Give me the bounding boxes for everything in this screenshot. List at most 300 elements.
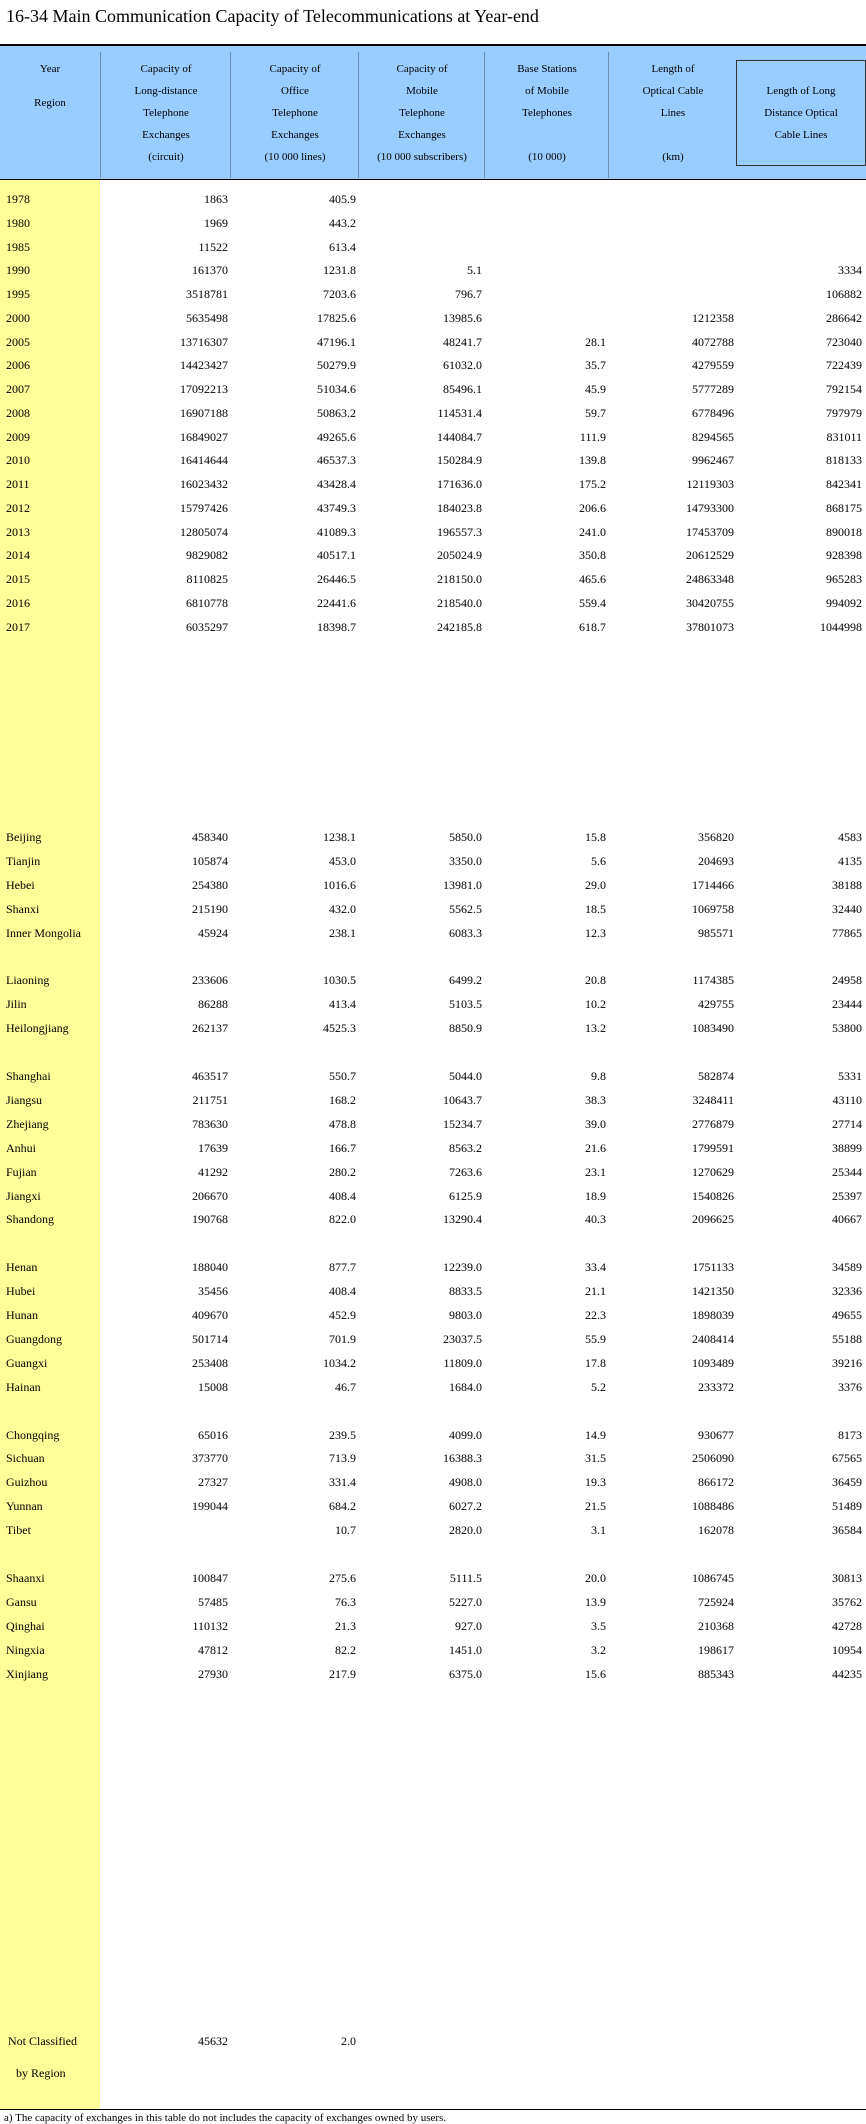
cell-value: 9962467 (692, 453, 734, 467)
cell-value: 722439 (826, 358, 862, 372)
cell-value: 190768 (192, 1212, 228, 1226)
cell-value: 17453709 (686, 525, 734, 539)
cell-value: 22.3 (585, 1308, 606, 1322)
row-label: Guangxi (6, 1356, 48, 1370)
table-row (0, 1013, 866, 1045)
cell-value: 5111.5 (449, 1571, 482, 1585)
row-label: Hebei (6, 878, 35, 892)
row-label: Jiangxi (6, 1189, 41, 1203)
cell-value: 842341 (826, 477, 862, 491)
table-row (0, 1372, 866, 1404)
cell-value: 10954 (832, 1643, 862, 1657)
cell-value: 2506090 (692, 1451, 734, 1465)
row-label: Heilongjiang (6, 1021, 69, 1035)
cell-value: 8850.9 (449, 1021, 482, 1035)
header-col-long-distance: Capacity of Long-distance Telephone Exchanges (circuit) (100, 52, 231, 178)
cell-value: 27930 (198, 1667, 228, 1681)
cell-value: 618.7 (579, 620, 606, 634)
cell-value: 25344 (832, 1165, 862, 1179)
cell-value: 46537.3 (317, 453, 356, 467)
cell-value: 47196.1 (317, 335, 356, 349)
cell-value: 5562.5 (449, 902, 482, 916)
cell-value: 5044.0 (449, 1069, 482, 1083)
cell-value: 478.8 (329, 1117, 356, 1131)
cell-value: 286642 (826, 311, 862, 325)
cell-value: 8110825 (186, 572, 228, 586)
cell-value: 1034.2 (323, 1356, 356, 1370)
cell-value: 49265.6 (317, 430, 356, 444)
cell-value: 13.9 (585, 1595, 606, 1609)
cell-value: 27327 (198, 1475, 228, 1489)
cell-value: 16849027 (180, 430, 228, 444)
cell-value: 38188 (832, 878, 862, 892)
table-header (0, 46, 866, 179)
cell-value: 6810778 (186, 596, 228, 610)
cell-value: 1093489 (692, 1356, 734, 1370)
cell-value: 1086745 (692, 1571, 734, 1585)
cell-value: 241.0 (579, 525, 606, 539)
row-label: 1980 (6, 216, 30, 230)
header-col-base-stations: Base Stations of Mobile Telephones (10 000) (484, 52, 609, 178)
header-col-office: Capacity of Office Telephone Exchanges (10 000 lines) (230, 52, 359, 178)
cell-value: 32440 (832, 902, 862, 916)
cell-value: 12.3 (585, 926, 606, 940)
cell-value: 27714 (832, 1117, 862, 1131)
cell-value: 3.5 (591, 1619, 606, 1633)
cell-value: 114531.4 (437, 406, 482, 420)
table-row (0, 1659, 866, 1691)
row-label: 2016 (6, 596, 30, 610)
cell-value: 1212358 (692, 311, 734, 325)
cell-value: 6035297 (186, 620, 228, 634)
cell-value: 1030.5 (323, 973, 356, 987)
cell-value: 443.2 (329, 216, 356, 230)
cell-value: 46.7 (335, 1380, 356, 1394)
cell-value: 35762 (832, 1595, 862, 1609)
cell-value: 5.1 (467, 263, 482, 277)
cell-value: 26446.5 (317, 572, 356, 586)
row-label: Anhui (6, 1141, 36, 1155)
cell-value: 5635498 (186, 311, 228, 325)
cell-value: 2096625 (692, 1212, 734, 1226)
cell-value: 5850.0 (449, 830, 482, 844)
cell-value: 5331 (838, 1069, 862, 1083)
cell-value: 211751 (192, 1093, 228, 1107)
cell-value: 713.9 (329, 1451, 356, 1465)
cell-value: 797979 (826, 406, 862, 420)
cell-value: 8563.2 (449, 1141, 482, 1155)
cell-value: 45924 (198, 926, 228, 940)
cell-value: 13981.0 (443, 878, 482, 892)
cell-value: 16414644 (180, 453, 228, 467)
cell-value: 86288 (198, 997, 228, 1011)
cell-value: 12119303 (686, 477, 734, 491)
header-region: Region (34, 97, 66, 109)
cell-value: 2820.0 (449, 1523, 482, 1537)
row-label: Liaoning (6, 973, 50, 987)
cell-value: 6778496 (692, 406, 734, 420)
header-year: Year (39, 63, 61, 75)
cell-value: 39216 (832, 1356, 862, 1370)
header-col-optical-cable: Length of Optical Cable Lines (km) (608, 52, 737, 178)
row-label: 1995 (6, 287, 30, 301)
cell-value: 822.0 (329, 1212, 356, 1226)
cell-value: 18.5 (585, 902, 606, 916)
row-label: 2015 (6, 572, 30, 586)
cell-value: 205024.9 (437, 548, 482, 562)
cell-value: 5227.0 (449, 1595, 482, 1609)
cell-value: 8833.5 (449, 1284, 482, 1298)
cell-value: 1684.0 (449, 1380, 482, 1394)
header-rule (0, 179, 866, 180)
cell-value: 6375.0 (449, 1667, 482, 1681)
cell-value: 47812 (198, 1643, 228, 1657)
cell-value: 13716307 (180, 335, 228, 349)
cell-value: 30420755 (686, 596, 734, 610)
cell-value: 253408 (192, 1356, 228, 1370)
cell-value: 3248411 (692, 1093, 734, 1107)
cell-value: 885343 (698, 1667, 734, 1681)
cell-value: 20.8 (585, 973, 606, 987)
cell-value: 280.2 (329, 1165, 356, 1179)
cell-value: 3.1 (591, 1523, 606, 1537)
cell-value: 927.0 (455, 1619, 482, 1633)
page-title: 16-34 Main Communication Capacity of Telecommunications at Year-end (6, 6, 539, 26)
cell-value: 965283 (826, 572, 862, 586)
cell-value: 458340 (192, 830, 228, 844)
row-label: Beijing (6, 830, 42, 844)
cell-value: 1863 (204, 192, 228, 206)
cell-value: 21.5 (585, 1499, 606, 1513)
cell-value: 8173 (838, 1428, 862, 1442)
cell-value: 9829082 (186, 548, 228, 562)
cell-value: 10.7 (335, 1523, 356, 1537)
row-label: Jilin (6, 997, 27, 1011)
cell-value: 6083.3 (449, 926, 482, 940)
cell-value: 238.1 (329, 926, 356, 940)
cell-value: 51034.6 (317, 382, 356, 396)
cell-value: 188040 (192, 1260, 228, 1274)
cell-value: 16388.3 (443, 1451, 482, 1465)
cell-value: 21.6 (585, 1141, 606, 1155)
cell-value: 45.9 (585, 382, 606, 396)
cell-value: 2408414 (692, 1332, 734, 1346)
row-label: 2013 (6, 525, 30, 539)
cell-value: 34589 (832, 1260, 862, 1274)
cell-value: 40667 (832, 1212, 862, 1226)
cell-value: 796.7 (455, 287, 482, 301)
row-label: Henan (6, 1260, 38, 1274)
row-label: 2014 (6, 548, 30, 562)
cell-value: 11522 (198, 240, 228, 254)
cell-value: 20.0 (585, 1571, 606, 1585)
cell-value: 9803.0 (449, 1308, 482, 1322)
cell-value: 61032.0 (443, 358, 482, 372)
cell-value: 15.8 (585, 830, 606, 844)
cell-value: 1083490 (692, 1021, 734, 1035)
row-label: 2000 (6, 311, 30, 325)
cell-value: 43749.3 (317, 501, 356, 515)
cell-value: 17.8 (585, 1356, 606, 1370)
row-label: Yunnan (6, 1499, 43, 1513)
cell-value: 43428.4 (317, 477, 356, 491)
cell-value: 1898039 (692, 1308, 734, 1322)
cell-value: 12805074 (180, 525, 228, 539)
cell-value: 49655 (832, 1308, 862, 1322)
cell-value: 868175 (826, 501, 862, 515)
cell-value: 4072788 (692, 335, 734, 349)
cell-value: 36584 (832, 1523, 862, 1537)
cell-value: 41292 (198, 1165, 228, 1179)
cell-value: 3518781 (186, 287, 228, 301)
cell-value: 1069758 (692, 902, 734, 916)
cell-value: 408.4 (329, 1284, 356, 1298)
cell-value: 77865 (832, 926, 862, 940)
cell-value: 206.6 (579, 501, 606, 515)
footnote: a) The capacity of exchanges in this table do not includes the capacity of exchanges owned by users. (4, 2112, 447, 2124)
cell-value: 198617 (698, 1643, 734, 1657)
cell-value: 25397 (832, 1189, 862, 1203)
not-classified-row (0, 2030, 866, 2110)
cell-value: 550.7 (329, 1069, 356, 1083)
row-label: 1985 (6, 240, 30, 254)
cell-value: 1451.0 (449, 1643, 482, 1657)
cell-value: 2776879 (692, 1117, 734, 1131)
cell-value: 50863.2 (317, 406, 356, 420)
cell-value: 463517 (192, 1069, 228, 1083)
cell-value: 930677 (698, 1428, 734, 1442)
cell-value: 723040 (826, 335, 862, 349)
cell-value: 1174385 (692, 973, 734, 987)
row-label: 2011 (6, 477, 30, 491)
cell-value: 204693 (698, 854, 734, 868)
cell-value: 4525.3 (323, 1021, 356, 1035)
cell-value: 23.1 (585, 1165, 606, 1179)
cell-value: 3350.0 (449, 854, 482, 868)
cell-value: 14.9 (585, 1428, 606, 1442)
cell-value: 6125.9 (449, 1189, 482, 1203)
cell-value: 21.3 (335, 1619, 356, 1633)
cell-value: 39.0 (585, 1117, 606, 1131)
cell-value: 42728 (832, 1619, 862, 1633)
cell-value: 866172 (698, 1475, 734, 1489)
cell-value: 1969 (204, 216, 228, 230)
cell-value: 23037.5 (443, 1332, 482, 1346)
cell-value: 21.1 (585, 1284, 606, 1298)
cell-value: 36459 (832, 1475, 862, 1489)
row-label: 1990 (6, 263, 30, 277)
cell-value: 38.3 (585, 1093, 606, 1107)
cell-value: 725924 (698, 1595, 734, 1609)
cell-value: 14793300 (686, 501, 734, 515)
cell-value: 150284.9 (437, 453, 482, 467)
cell-value: 24958 (832, 973, 862, 987)
row-label: 2008 (6, 406, 30, 420)
cell-value: 4099.0 (449, 1428, 482, 1442)
row-label: 1978 (6, 192, 30, 206)
cell-value: 35.7 (585, 358, 606, 372)
cell-value: 275.6 (329, 1571, 356, 1585)
cell-value: 19.3 (585, 1475, 606, 1489)
cell-value: 106882 (826, 287, 862, 301)
table-row (0, 1204, 866, 1236)
row-label: Tibet (6, 1523, 31, 1537)
cell-value: 5.2 (591, 1380, 606, 1394)
cell-value: 1088486 (692, 1499, 734, 1513)
cell-value: 105874 (192, 854, 228, 868)
cell-value: 110132 (192, 1619, 228, 1633)
cell-value: 465.6 (579, 572, 606, 586)
row-label: Inner Mongolia (6, 926, 81, 940)
cell-value: 792154 (826, 382, 862, 396)
cell-value: 1238.1 (323, 830, 356, 844)
cell-value: 432.0 (329, 902, 356, 916)
cell-value: 350.8 (579, 548, 606, 562)
table-row (0, 1515, 866, 1547)
cell-value: 1751133 (692, 1260, 734, 1274)
cell-value: 1799591 (692, 1141, 734, 1155)
cell-value: 168.2 (329, 1093, 356, 1107)
row-label: Tianjin (6, 854, 41, 868)
cell-value: 210368 (698, 1619, 734, 1633)
cell-value: 57485 (198, 1595, 228, 1609)
cell-value: 1016.6 (323, 878, 356, 892)
cell-value: 4583 (838, 830, 862, 844)
cell-value: 67565 (832, 1451, 862, 1465)
cell-value: 12239.0 (443, 1260, 482, 1274)
cell-value: 51489 (832, 1499, 862, 1513)
cell-value: 6027.2 (449, 1499, 482, 1513)
cell-value: 76.3 (335, 1595, 356, 1609)
row-label: Zhejiang (6, 1117, 49, 1131)
row-label: Xinjiang (6, 1667, 48, 1681)
cell-value: 262137 (192, 1021, 228, 1035)
cell-value: 928398 (826, 548, 862, 562)
cell-value: 373770 (192, 1451, 228, 1465)
cell-value: 48241.7 (443, 335, 482, 349)
cell-value: 55.9 (585, 1332, 606, 1346)
cell-value: 13290.4 (443, 1212, 482, 1226)
cell-value: 15.6 (585, 1667, 606, 1681)
cell-value: 38899 (832, 1141, 862, 1155)
cell-value: 233606 (192, 973, 228, 987)
cell-value: 1044998 (820, 620, 862, 634)
cell-value: 4135 (838, 854, 862, 868)
header-col-long-distance-optical: Length of Long Distance Optical Cable Lines (736, 60, 866, 166)
bottom-rule (0, 2109, 866, 2110)
row-label: Qinghai (6, 1619, 45, 1633)
cell-value: 890018 (826, 525, 862, 539)
cell-value: 23444 (832, 997, 862, 1011)
row-label: Chongqing (6, 1428, 60, 1442)
cell-value: 20612529 (686, 548, 734, 562)
row-label: 2017 (6, 620, 30, 634)
row-label: Fujian (6, 1165, 37, 1179)
cell-value: 59.7 (585, 406, 606, 420)
cell-value: 254380 (192, 878, 228, 892)
cell-value: 242185.8 (437, 620, 482, 634)
row-label: Shanghai (6, 1069, 51, 1083)
cell-value: 175.2 (579, 477, 606, 491)
cell-value: 43110 (832, 1093, 862, 1107)
table-row (0, 612, 866, 644)
cell-value: 184023.8 (437, 501, 482, 515)
row-label: Shandong (6, 1212, 54, 1226)
cell-value: 14423427 (180, 358, 228, 372)
cell-value: 1270629 (692, 1165, 734, 1179)
cell-value: 85496.1 (443, 382, 482, 396)
cell-value: 831011 (826, 430, 862, 444)
cell-value: 161370 (192, 263, 228, 277)
cell-value: 22441.6 (317, 596, 356, 610)
cell-value: 409670 (192, 1308, 228, 1322)
row-label: Guizhou (6, 1475, 48, 1489)
row-label: Guangdong (6, 1332, 62, 1346)
cell-value: 994092 (826, 596, 862, 610)
cell-value: 166.7 (329, 1141, 356, 1155)
row-label: Shaanxi (6, 1571, 45, 1585)
cell-value: 32336 (832, 1284, 862, 1298)
row-label: 2006 (6, 358, 30, 372)
cell-value: 7203.6 (323, 287, 356, 301)
cell-value: 582874 (698, 1069, 734, 1083)
cell-value: 408.4 (329, 1189, 356, 1203)
cell-value: 701.9 (329, 1332, 356, 1346)
cell-value: 41089.3 (317, 525, 356, 539)
cell-value: 215190 (192, 902, 228, 916)
cell-value: 15797426 (180, 501, 228, 515)
cell-value: 613.4 (329, 240, 356, 254)
cell-value: 877.7 (329, 1260, 356, 1274)
row-label: Hunan (6, 1308, 38, 1322)
cell-value: 162078 (698, 1523, 734, 1537)
cell-value: 559.4 (579, 596, 606, 610)
cell-value: 501714 (192, 1332, 228, 1346)
cell-value: 684.2 (329, 1499, 356, 1513)
cell-value: 17825.6 (317, 311, 356, 325)
header-col-mobile: Capacity of Mobile Telephone Exchanges (10 000 subscribers) (358, 52, 485, 178)
cell-value: 35456 (198, 1284, 228, 1298)
cell-value: 5103.5 (449, 997, 482, 1011)
cell-value: 3376 (838, 1380, 862, 1394)
cell-value: 1421350 (692, 1284, 734, 1298)
cell-value: 5777289 (692, 382, 734, 396)
cell-value: 18398.7 (317, 620, 356, 634)
row-label: Hainan (6, 1380, 41, 1394)
row-label: Sichuan (6, 1451, 45, 1465)
cell-value: 37801073 (686, 620, 734, 634)
cell-value: 10.2 (585, 997, 606, 1011)
cell-value: 55188 (832, 1332, 862, 1346)
cell-value: 13.2 (585, 1021, 606, 1035)
cell-value: 144084.7 (437, 430, 482, 444)
cell-value: 206670 (192, 1189, 228, 1203)
cell-value: 7263.6 (449, 1165, 482, 1179)
cell-value: 9.8 (591, 1069, 606, 1083)
row-label: Hubei (6, 1284, 36, 1298)
cell-value: 4908.0 (449, 1475, 482, 1489)
cell-value: 40517.1 (317, 548, 356, 562)
cell-value: 13985.6 (443, 311, 482, 325)
row-label: Gansu (6, 1595, 37, 1609)
cell-value: 139.8 (579, 453, 606, 467)
cell-value: 100847 (192, 1571, 228, 1585)
cell-value: 218150.0 (437, 572, 482, 586)
not-classified-label-2: by Region (16, 2066, 66, 2080)
cell-value: 429755 (698, 997, 734, 1011)
cell-value: 4279559 (692, 358, 734, 372)
cell-value: 40.3 (585, 1212, 606, 1226)
